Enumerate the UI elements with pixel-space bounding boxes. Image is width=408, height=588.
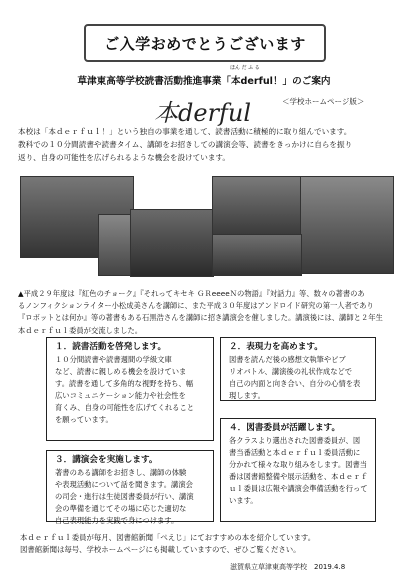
- box-line: 各クラスより選出された図書委員が、図: [229, 436, 361, 445]
- box-line: 番は図書館整備や展示活動を、本ｄｅｒｆ: [229, 472, 368, 481]
- box-line: 図書を読んだ後の感想文執筆やビブ: [229, 355, 346, 364]
- box-line: 自己の内面と向き合い、自分の心情を表: [229, 379, 361, 388]
- box-library-committee: [220, 418, 376, 522]
- photo-hall: [212, 176, 302, 236]
- box-line: や表現活動について話を聞きます。講演会: [55, 480, 193, 489]
- box-line: 書当番活動と本ｄｅｒｆｕｌ委員活動に: [229, 448, 361, 457]
- box-line: 育くみ、自身の可能性を広げてくれること: [55, 403, 195, 412]
- box-line: 著書のある講師をお招きし、講師の体験: [55, 468, 187, 477]
- footer-line: 図書館新聞は毎号、学校ホームページにも掲載していますので、ぜひご覧ください。: [20, 545, 301, 554]
- report-line: 『ロボットとは何か』等の著書もある石黒浩さんを講師に招き講演会を催しました。講演後には、講師と２年生: [18, 313, 383, 323]
- box-lecture: [46, 450, 214, 525]
- footer-note: [20, 532, 392, 556]
- logo: [154, 93, 251, 128]
- box-line: 広いコミュニケーション能力や社会性を: [55, 391, 186, 400]
- box-line: 会の準備を通じてその場に応じた適切な: [55, 504, 187, 513]
- box-title: ４．図書委員が活躍します。: [229, 423, 341, 433]
- furigana: ほん だ ふ る: [230, 65, 260, 71]
- box-expression: [220, 337, 376, 401]
- box-reading-activity: [46, 337, 214, 441]
- box-title: ２．表現力を高めます。: [229, 342, 323, 352]
- box-line: の司会・進行は生徒図書委員が行い、講演: [55, 492, 194, 501]
- photo-stage: [212, 234, 302, 276]
- report-line: 本ｄｅｒｆｕｌ委員が交流しました。: [18, 325, 143, 335]
- photo-committee: [300, 176, 394, 274]
- lecture-report: [18, 288, 390, 337]
- footer-line: 本ｄｅｒｆｕｌ委員が毎月、図書館新聞「ぺえじ」にておすすめの本を紹介しています。: [20, 533, 316, 542]
- box-line: １０分間読書や読書週間の学級文庫: [55, 355, 172, 364]
- box-title: １．読書活動を啓発します。: [55, 342, 167, 352]
- box-line: リオバトル、講演後の礼状作成などで: [229, 367, 353, 376]
- box-line: 自己表現能力を実践で身につけます。: [55, 516, 179, 525]
- intro-line: 本校は「本ｄｅｒｆｕｌ！」という独自の事業を通して、読書活動に積極的に取り組んでいます。: [18, 127, 352, 136]
- logo-text: 本derful: [154, 99, 252, 127]
- school-signature: 滋賀県立草津東高等学校 2019.4.8: [230, 563, 346, 571]
- welcome-banner: [84, 24, 326, 62]
- box-line: 現します。: [229, 391, 265, 400]
- box-line: ｕｌ委員は広報や講演会準備活動を行って: [229, 484, 368, 493]
- intro-paragraph: [18, 125, 390, 164]
- box-line: 分かれて様々な取り組みをします。図書当: [229, 460, 368, 469]
- intro-line: 教科での１０分間読書や読書タイム、講師をお招きしての講演会等、読書をきっかけに自らを振り: [18, 140, 353, 149]
- banner-text: ご入学おめでとうございます: [104, 34, 306, 53]
- box-title: ３．講演会を実施します。: [55, 455, 158, 465]
- box-line: を願っています。: [55, 415, 113, 424]
- box-line: す。読書を通して多角的な視野を持ち、幅: [55, 379, 194, 388]
- page-title: 草津東高等学校読書活動推進事業「本derful！」のご案内: [77, 76, 331, 87]
- box-line: います。: [229, 496, 258, 505]
- report-line: ▲平成２９年度は『紅色のチョーク』『それってキセキ ＧＲeeeeＮの物語』『対話力』等、数々の著書のあ: [18, 289, 365, 298]
- box-line: など、読書に親しめる機会を設けていま: [55, 367, 187, 376]
- photo-discussion: [130, 209, 214, 277]
- web-version-label: ＜学校ホームページ版＞: [282, 97, 365, 106]
- report-line: るノンフィクションライター小松成美さんを講師に、また平成３０年度はアンドロイド研究の第一人者であり: [18, 301, 374, 311]
- intro-line: 返り、自身の可能性を広げられるような機会を設けています。: [18, 153, 231, 162]
